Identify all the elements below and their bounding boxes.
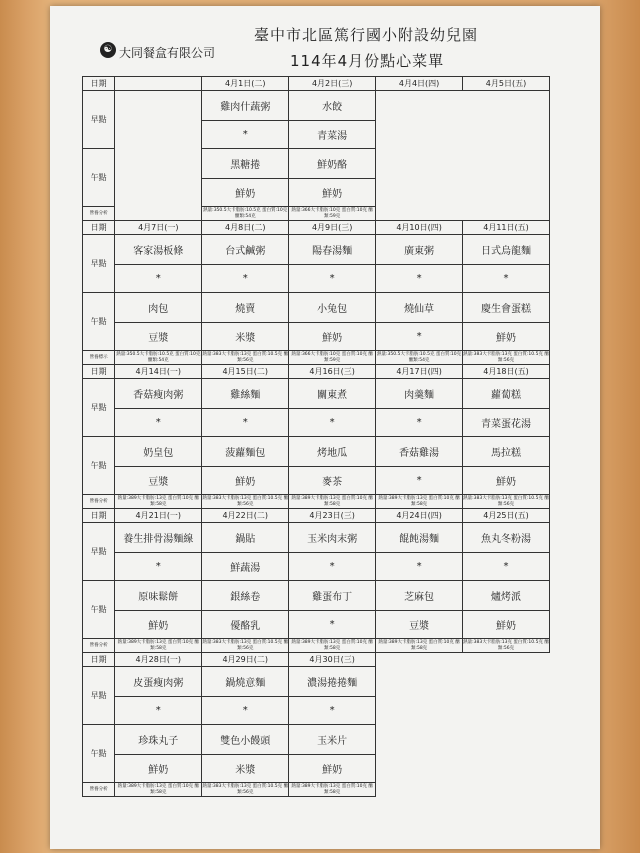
menu-item: 鮮蔬湯: [202, 553, 289, 581]
menu-item: *: [202, 265, 289, 293]
menu-item: 銀絲卷: [202, 581, 289, 611]
nutrition-value: 熱量:350.5大卡脂肪:10.5克 蛋白質:10克 醣類:54克: [116, 351, 201, 363]
morning-label: 早點: [83, 667, 115, 725]
menu-item: *: [202, 697, 289, 725]
menu-item: *: [115, 265, 202, 293]
menu-item: 慶生會蛋糕: [463, 293, 550, 323]
menu-item: 原味鬆餅: [115, 581, 202, 611]
week3-date: 4月14日(一): [115, 365, 202, 379]
menu-item: 濃湯捲捲麵: [289, 667, 376, 697]
menu-item: 珍珠丸子: [115, 725, 202, 755]
week3-date: 4月18日(五): [463, 365, 550, 379]
menu-item: *: [376, 323, 463, 351]
menu-item: *: [289, 265, 376, 293]
menu-item: 鍋燒意麵: [202, 667, 289, 697]
menu-item: 鮮奶: [115, 755, 202, 783]
afternoon-label: 午點: [83, 437, 115, 495]
date-label: 日期: [83, 77, 115, 91]
nutrition-value: 熱量:389大卡脂肪:13克 蛋白質:10克 醣類:58克: [115, 783, 202, 797]
menu-item: 養生排骨湯麵線: [115, 523, 202, 553]
nutrition-value: 熱量:366大卡脂肪:10克 蛋白質:10克 醣類:59克: [289, 351, 376, 365]
menu-item: 優酪乳: [202, 611, 289, 639]
menu-item: 魚丸冬粉湯: [463, 523, 550, 553]
menu-item: 客家湯板條: [115, 235, 202, 265]
nutrition-value: 熱量:383大卡脂肪:13克 蛋白質:10.5克 醣類:56克: [202, 783, 289, 795]
menu-item: 小兔包: [289, 293, 376, 323]
menu-item: 雞蛋布丁: [289, 581, 376, 611]
nutrition-value: 熱量:383大卡脂肪:13克 蛋白質:10.5克 醣類:56克: [463, 639, 549, 651]
week4-date: 4月21日(一): [115, 509, 202, 523]
menu-item: *: [289, 409, 376, 437]
menu-header: [50, 6, 600, 76]
date-label: 日期: [83, 509, 115, 523]
nutrition-value: 熱量:350.5大卡脂肪:10.5克 蛋白質:10克 醣類:54克: [203, 207, 288, 219]
menu-item: 鮮奶: [289, 755, 376, 783]
morning-label: 早點: [83, 91, 115, 149]
menu-item: 鮮奶酪: [289, 149, 376, 179]
afternoon-label: 午點: [83, 725, 115, 783]
nutrition-label: 營養標示: [83, 351, 115, 365]
menu-item: 芝麻包: [376, 581, 463, 611]
menu-item: *: [289, 697, 376, 725]
school-name: 臺中市北區篤行國小附設幼兒園: [254, 26, 479, 44]
week1-date: 4月1日(二): [202, 77, 289, 91]
menu-item: 奶皇包: [115, 437, 202, 467]
menu-item: 皮蛋瘦肉粥: [115, 667, 202, 697]
nutrition-value: 熱量:383大卡脂肪:13克 蛋白質:10.5克 醣類:56克: [463, 351, 549, 363]
menu-item: *: [289, 611, 376, 639]
week4-date: 4月25日(五): [463, 509, 550, 523]
nutrition-label: 營養分析: [83, 495, 115, 509]
week4-date: 4月24日(四): [376, 509, 463, 523]
nutrition-value: 熱量:389大卡脂肪:13克 蛋白質:10克 醣類:58克: [376, 495, 463, 509]
morning-label: 早點: [83, 523, 115, 581]
menu-item: 鮮奶: [463, 611, 550, 639]
nutrition-value: 熱量:389大卡脂肪:13克 蛋白質:10克 醣類:58克: [376, 639, 463, 653]
menu-item: 燒賣: [202, 293, 289, 323]
menu-item: 玉米片: [289, 725, 376, 755]
menu-item: *: [376, 467, 463, 495]
menu-item: 鮮奶: [115, 611, 202, 639]
menu-item: 關東煮: [289, 379, 376, 409]
menu-item: *: [202, 409, 289, 437]
week1-date: 4月5日(五): [463, 77, 550, 91]
week5-date: 4月30日(三): [289, 653, 376, 667]
week2-date: 4月10日(四): [376, 221, 463, 235]
menu-paper: [50, 6, 600, 849]
menu-item: 青菜湯: [289, 121, 376, 149]
menu-item: 豆漿: [376, 611, 463, 639]
week2-date: 4月11日(五): [463, 221, 550, 235]
menu-item: *: [376, 553, 463, 581]
date-label: 日期: [83, 365, 115, 379]
week1-date: 4月2日(三): [289, 77, 376, 91]
menu-item: 台式鹹粥: [202, 235, 289, 265]
menu-item: *: [115, 553, 202, 581]
menu-item: 菠蘿麵包: [202, 437, 289, 467]
menu-item: *: [202, 121, 289, 149]
menu-item: 香菇瘦肉粥: [115, 379, 202, 409]
menu-item: *: [463, 265, 550, 293]
menu-item: 麥茶: [289, 467, 376, 495]
nutrition-label: 營養分析: [83, 639, 115, 653]
menu-item: 肉羹麵: [376, 379, 463, 409]
nutrition-value: 熱量:389大卡脂肪:13克 蛋白質:10克 醣類:58克: [115, 495, 202, 509]
menu-title: 114年4月份點心菜單: [290, 52, 445, 70]
menu-item: 廣東粥: [376, 235, 463, 265]
date-label: 日期: [83, 653, 115, 667]
menu-item: *: [376, 409, 463, 437]
week2-date: 4月8日(二): [202, 221, 289, 235]
nutrition-value: 熱量:383大卡脂肪:13克 蛋白質:10.5克 醣類:56克: [202, 351, 289, 363]
menu-item: *: [463, 553, 550, 581]
menu-item: 雙色小饅頭: [202, 725, 289, 755]
week1-date-row: [83, 77, 550, 91]
nutrition-value: 熱量:389大卡脂肪:13克 蛋白質:10克 醣類:58克: [289, 639, 376, 653]
nutrition-label: 營養分析: [83, 783, 115, 797]
menu-item: 烤地瓜: [289, 437, 376, 467]
week3-date: 4月17日(四): [376, 365, 463, 379]
menu-item: *: [115, 697, 202, 725]
week5-date: 4月29日(二): [202, 653, 289, 667]
menu-item: 香菇雞湯: [376, 437, 463, 467]
nutrition-value: 熱量:383大卡脂肪:13克 蛋白質:10.5克 醣類:56克: [202, 495, 289, 507]
week4-date: 4月22日(二): [202, 509, 289, 523]
menu-item: 鮮奶: [463, 467, 550, 495]
menu-item: 陽春湯麵: [289, 235, 376, 265]
menu-item: 燒仙草: [376, 293, 463, 323]
week1-empty-date: [115, 77, 202, 91]
menu-item: 雞肉什蔬粥: [202, 91, 289, 121]
afternoon-label: 午點: [83, 293, 115, 351]
menu-item: 豆漿: [115, 323, 202, 351]
afternoon-label: 午點: [83, 581, 115, 639]
menu-item: 米漿: [202, 323, 289, 351]
nutrition-value: 熱量:389大卡脂肪:13克 蛋白質:10克 醣類:58克: [289, 783, 376, 797]
afternoon-label: 午點: [83, 149, 115, 207]
menu-item: 水餃: [289, 91, 376, 121]
menu-item: 肉包: [115, 293, 202, 323]
menu-item: 鍋貼: [202, 523, 289, 553]
menu-item: 雞絲麵: [202, 379, 289, 409]
nutrition-value: 熱量:389大卡脂肪:13克 蛋白質:10克 醣類:58克: [289, 495, 376, 509]
menu-item: 玉米肉末粥: [289, 523, 376, 553]
nutrition-value: 熱量:383大卡脂肪:13克 蛋白質:10.5克 醣類:56克: [202, 639, 289, 651]
menu-item: *: [115, 409, 202, 437]
menu-item: *: [289, 553, 376, 581]
week2-date: 4月7日(一): [115, 221, 202, 235]
week3-date: 4月15日(二): [202, 365, 289, 379]
menu-item: 日式烏龍麵: [463, 235, 550, 265]
week1-date: 4月4日(四): [376, 77, 463, 91]
morning-label: 早點: [83, 379, 115, 437]
nutrition-value: 熱量:366大卡脂肪:10克 蛋白質:10克 醣類:59克: [289, 207, 376, 221]
menu-item: 鮮奶: [289, 323, 376, 351]
nutrition-value: 熱量:350.5大卡脂肪:10.5克 蛋白質:10克 醣類:54克: [377, 351, 462, 363]
menu-item: 鮮奶: [202, 467, 289, 495]
week1-blank-monday: [115, 91, 202, 221]
menu-item: 米漿: [202, 755, 289, 783]
week2-date: 4月9日(三): [289, 221, 376, 235]
menu-item: 豆漿: [115, 467, 202, 495]
nutrition-label: 營養分析: [83, 207, 115, 221]
menu-item: 鮮奶: [289, 179, 376, 207]
morning-label: 早點: [83, 235, 115, 293]
menu-item: 青菜蛋花湯: [463, 409, 550, 437]
week3-date: 4月16日(三): [289, 365, 376, 379]
week5-blank-thu-fri: [376, 653, 550, 797]
menu-item: *: [376, 265, 463, 293]
snack-menu-table: [82, 76, 550, 797]
nutrition-value: 熱量:383大卡脂肪:13克 蛋白質:10.5克 醣類:56克: [463, 495, 549, 507]
company-name: 大同餐盒有限公司: [119, 46, 216, 60]
company-logo-icon: ☯: [100, 42, 116, 58]
menu-item: 鮮奶: [463, 323, 550, 351]
week1-blank-thu-fri: [376, 91, 550, 221]
menu-item: 黑糖捲: [202, 149, 289, 179]
date-label: 日期: [83, 221, 115, 235]
week5-date: 4月28日(一): [115, 653, 202, 667]
menu-item: 蘿蔔糕: [463, 379, 550, 409]
nutrition-value: 熱量:389大卡脂肪:13克 蛋白質:10克 醣類:58克: [115, 639, 202, 653]
menu-item: 餛飩湯麵: [376, 523, 463, 553]
menu-item: 馬拉糕: [463, 437, 550, 467]
week4-date: 4月23日(三): [289, 509, 376, 523]
menu-item: 鮮奶: [202, 179, 289, 207]
menu-item: 爐烤派: [463, 581, 550, 611]
